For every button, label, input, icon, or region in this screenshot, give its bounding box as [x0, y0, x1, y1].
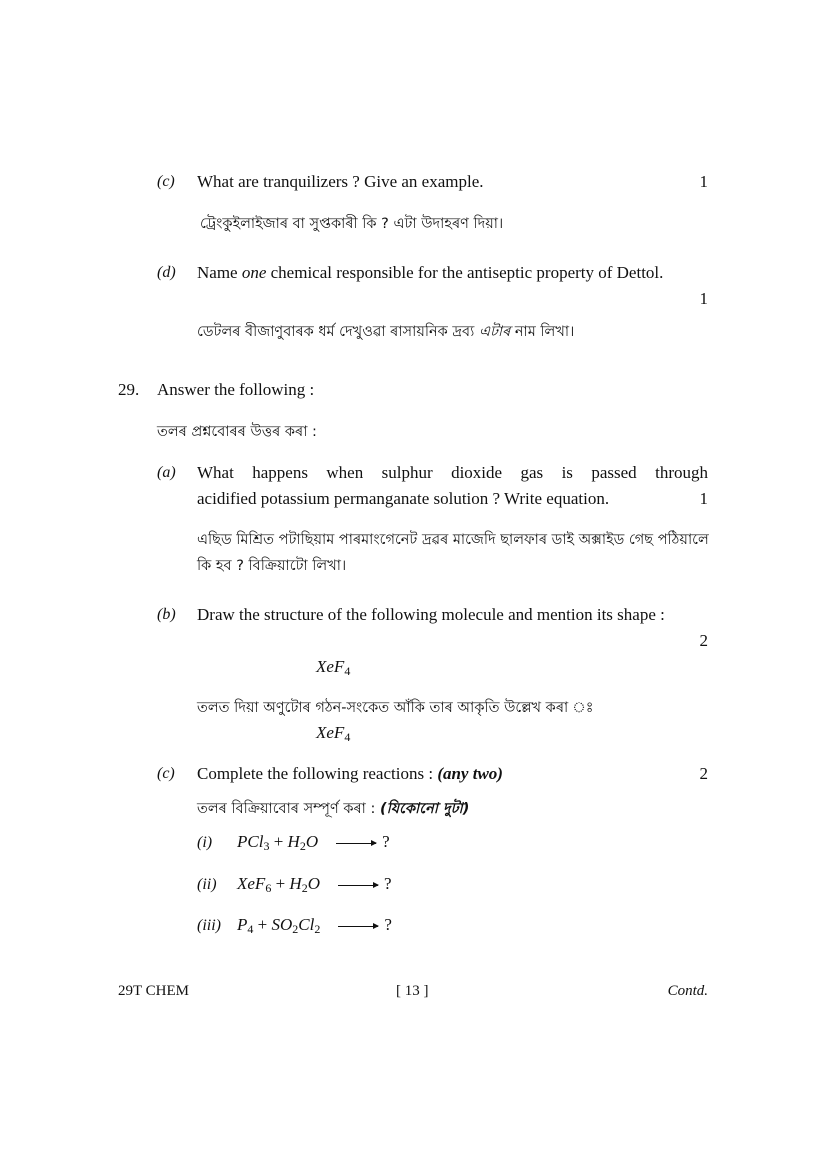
- reaction-item: [197, 874, 392, 896]
- question-text-assamese-line-1: এছিড মিশ্ৰিত পটাছিয়াম পাৰমাংগেনেট দ্ৰৱৰ মাজেদি ছালফাৰ ডাই অক্সাইড গেছ পঠিয়ালে: [197, 532, 709, 548]
- question-text-assamese: [197, 321, 574, 345]
- plus-sign: +: [271, 874, 290, 893]
- item-label: (a): [157, 464, 176, 481]
- subscript: 3: [263, 839, 270, 853]
- emphasis-text: one: [241, 263, 267, 282]
- reaction-equation: [237, 874, 320, 893]
- subscript: 2: [299, 839, 306, 853]
- reactant-2: H: [287, 832, 300, 851]
- question-text-line-2: acidified potassium permanganate solution ? Write equation.: [197, 489, 610, 508]
- paper-code: 29T CHEM: [118, 983, 189, 999]
- plus-sign: +: [269, 832, 288, 851]
- text-segment: Name: [197, 263, 242, 282]
- item-label: (d): [157, 264, 176, 281]
- question-text-line-1: What happens when sulphur dioxide gas is passed through: [197, 463, 708, 482]
- reaction-arrow-icon: [338, 926, 378, 927]
- question-text-assamese-line-2: কি হব ? বিক্ৰিয়াটো লিখা।: [197, 558, 347, 574]
- item-label: (b): [157, 606, 176, 623]
- product-placeholder: ?: [383, 874, 392, 893]
- continued-marker: Contd.: [667, 983, 708, 999]
- formula-base: XeF: [316, 657, 345, 676]
- reactant-2-tail: Cl: [298, 915, 315, 934]
- page-number: [ 13 ]: [396, 983, 429, 999]
- molecule-formula: [316, 657, 350, 679]
- question-text-assamese: [197, 798, 469, 822]
- subscript: 6: [265, 881, 272, 895]
- reaction-arrow-icon: [338, 885, 378, 886]
- reaction-item: [197, 832, 390, 854]
- question-text: Draw the structure of the following molecule and mention its shape :: [197, 605, 665, 624]
- reactant-1: XeF: [237, 874, 266, 893]
- product-placeholder: ?: [382, 832, 390, 851]
- item-label: (c): [157, 173, 175, 190]
- molecule-formula-assamese: [316, 723, 350, 745]
- question-text: What are tranquilizers ? Give an example.: [197, 172, 484, 191]
- subscript: 2: [301, 881, 308, 895]
- formula-subscript: 4: [344, 730, 351, 744]
- question-text: [197, 263, 663, 283]
- reaction-arrow-icon: [336, 843, 376, 844]
- reaction-label: (i): [197, 834, 213, 851]
- plus-sign: +: [253, 915, 272, 934]
- emphasis-text: (যিকোনো দুটা): [379, 801, 470, 817]
- text-segment: নাম লিখা।: [510, 324, 575, 340]
- text-segment: chemical responsible for the antiseptic property of Dettol.: [266, 263, 664, 282]
- emphasis-text: (any two): [437, 764, 503, 783]
- formula-subscript: 4: [344, 664, 351, 678]
- subscript: 2: [314, 922, 321, 936]
- reactant-2-tail: O: [305, 832, 319, 851]
- subscript: 4: [247, 922, 254, 936]
- marks: 1: [699, 172, 708, 191]
- reactant-1: P: [237, 915, 248, 934]
- reactant-2: H: [289, 874, 302, 893]
- marks: 2: [699, 764, 708, 783]
- text-segment: তলৰ বিক্ৰিয়াবোৰ সম্পূৰ্ণ কৰা :: [197, 801, 380, 817]
- reaction-equation: [237, 832, 318, 851]
- product-placeholder: ?: [384, 915, 392, 934]
- reaction-label: (ii): [197, 876, 217, 893]
- subscript: 2: [292, 922, 299, 936]
- question-number: 29.: [118, 380, 140, 399]
- question-text-assamese: তলত দিয়া অণুটোৰ গঠন-সংকেত আঁকি তাৰ আকৃতি উল্লেখ কৰা ঃ: [197, 700, 594, 716]
- text-segment: Complete the following reactions :: [197, 764, 438, 783]
- marks: 1: [699, 289, 708, 308]
- question-heading: Answer the following :: [157, 380, 315, 399]
- formula-base: XeF: [316, 723, 345, 742]
- marks: 1: [699, 489, 708, 508]
- reactant-1: PCl: [237, 832, 264, 851]
- item-label: (c): [157, 765, 175, 782]
- reaction-equation: [237, 915, 320, 934]
- question-text: [197, 764, 503, 784]
- emphasis-text: এটাৰ: [478, 324, 511, 340]
- reaction-label: (iii): [197, 917, 221, 934]
- question-heading-assamese: তলৰ প্ৰশ্নবোৰৰ উত্তৰ কৰা :: [157, 424, 317, 440]
- reactant-2-tail: O: [307, 874, 320, 893]
- reactant-2: SO: [271, 915, 293, 934]
- reaction-item: [197, 915, 392, 937]
- marks: 2: [699, 631, 708, 650]
- text-segment: ডেটলৰ বীজাণুবাৰক ধৰ্ম দেখুওৱা ৰাসায়নিক দ্ৰব্য: [197, 324, 479, 340]
- question-text-assamese: ট্ৰেংকুইলাইজাৰ বা সুপ্তকাৰী কি ? এটা উদাহৰণ দিয়া।: [200, 216, 504, 232]
